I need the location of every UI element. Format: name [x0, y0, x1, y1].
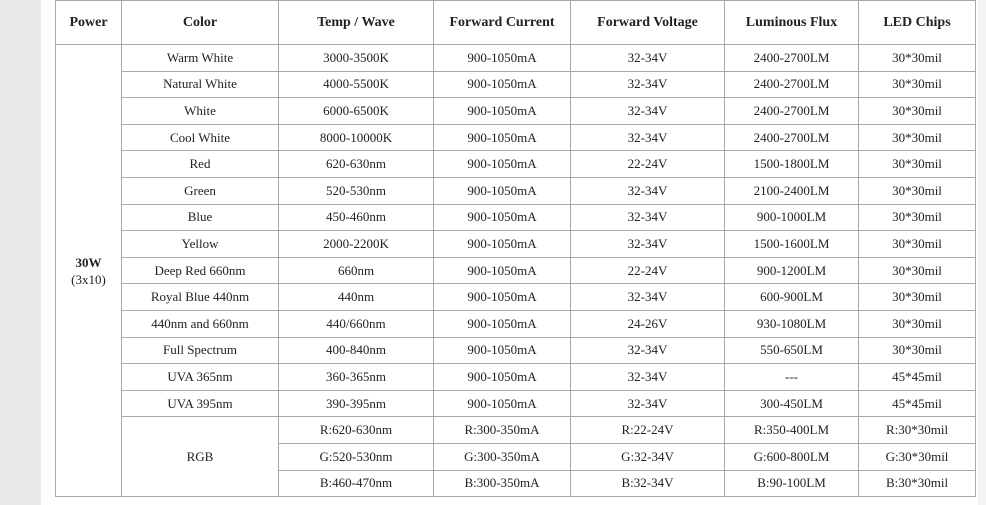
table-row [56, 98, 976, 125]
cell-flux: B:90-100LM [725, 470, 859, 497]
cell-temp: 520-530nm [279, 177, 434, 204]
cell-current: 900-1050mA [434, 177, 571, 204]
cell-color: Royal Blue 440nm [122, 284, 279, 311]
cell-current: 900-1050mA [434, 364, 571, 391]
cell-chips: R:30*30mil [859, 417, 976, 444]
cell-temp: 4000-5500K [279, 71, 434, 98]
cell-temp: 440nm [279, 284, 434, 311]
cell-chips: 30*30mil [859, 284, 976, 311]
cell-voltage: 32-34V [571, 204, 725, 231]
table-row [56, 124, 976, 151]
cell-current: 900-1050mA [434, 257, 571, 284]
cell-color: Cool White [122, 124, 279, 151]
cell-voltage: 32-34V [571, 364, 725, 391]
table-row [56, 177, 976, 204]
cell-chips: 30*30mil [859, 124, 976, 151]
cell-flux: --- [725, 364, 859, 391]
cell-chips: 45*45mil [859, 364, 976, 391]
power-cell [56, 45, 122, 497]
cell-color: Yellow [122, 231, 279, 258]
cell-current: 900-1050mA [434, 390, 571, 417]
cell-current: 900-1050mA [434, 98, 571, 125]
cell-temp: 6000-6500K [279, 98, 434, 125]
table-row [56, 71, 976, 98]
cell-flux: R:350-400LM [725, 417, 859, 444]
cell-flux: 900-1000LM [725, 204, 859, 231]
cell-voltage: G:32-34V [571, 443, 725, 470]
header-forward-voltage: Forward Voltage [571, 1, 725, 45]
table-row [56, 204, 976, 231]
cell-voltage: 32-34V [571, 337, 725, 364]
cell-current: 900-1050mA [434, 151, 571, 178]
cell-temp: 660nm [279, 257, 434, 284]
cell-voltage: 22-24V [571, 151, 725, 178]
cell-color: UVA 395nm [122, 390, 279, 417]
cell-color: White [122, 98, 279, 125]
cell-color: Warm White [122, 45, 279, 72]
cell-flux: 1500-1800LM [725, 151, 859, 178]
cell-voltage: R:22-24V [571, 417, 725, 444]
cell-color: Green [122, 177, 279, 204]
cell-color: 440nm and 660nm [122, 310, 279, 337]
cell-chips: G:30*30mil [859, 443, 976, 470]
cell-current: 900-1050mA [434, 204, 571, 231]
cell-color: Full Spectrum [122, 337, 279, 364]
cell-flux: 2400-2700LM [725, 71, 859, 98]
header-led-chips: LED Chips [859, 1, 976, 45]
cell-color: Natural White [122, 71, 279, 98]
cell-chips: 30*30mil [859, 257, 976, 284]
cell-color: UVA 365nm [122, 364, 279, 391]
cell-chips: 30*30mil [859, 204, 976, 231]
cell-chips: 30*30mil [859, 310, 976, 337]
left-background-strip [0, 0, 41, 505]
cell-chips: 45*45mil [859, 390, 976, 417]
table-row-rgb-red [56, 417, 976, 444]
cell-temp: G:520-530nm [279, 443, 434, 470]
table-row [56, 45, 976, 72]
cell-flux: 550-650LM [725, 337, 859, 364]
cell-temp: B:460-470nm [279, 470, 434, 497]
cell-temp: 440/660nm [279, 310, 434, 337]
cell-color: Red [122, 151, 279, 178]
cell-color: Blue [122, 204, 279, 231]
table-row [56, 257, 976, 284]
power-config: (3x10) [71, 271, 106, 287]
header-row [56, 1, 976, 45]
cell-current: G:300-350mA [434, 443, 571, 470]
header-power: Power [56, 1, 122, 45]
header-forward-current: Forward Current [434, 1, 571, 45]
cell-flux: 2400-2700LM [725, 98, 859, 125]
table-row [56, 390, 976, 417]
cell-flux: 930-1080LM [725, 310, 859, 337]
cell-flux: 300-450LM [725, 390, 859, 417]
cell-chips: 30*30mil [859, 337, 976, 364]
table-row [56, 364, 976, 391]
cell-current: R:300-350mA [434, 417, 571, 444]
cell-chips: 30*30mil [859, 45, 976, 72]
cell-temp: 360-365nm [279, 364, 434, 391]
table-row [56, 284, 976, 311]
cell-current: 900-1050mA [434, 284, 571, 311]
header-color: Color [122, 1, 279, 45]
led-spec-table [55, 0, 976, 497]
cell-voltage: 32-34V [571, 284, 725, 311]
cell-chips: 30*30mil [859, 177, 976, 204]
cell-current: 900-1050mA [434, 337, 571, 364]
right-background-strip [978, 0, 986, 505]
cell-voltage: 32-34V [571, 45, 725, 72]
cell-temp: 620-630nm [279, 151, 434, 178]
table-row [56, 337, 976, 364]
cell-voltage: 24-26V [571, 310, 725, 337]
cell-flux: 2400-2700LM [725, 45, 859, 72]
cell-temp: 390-395nm [279, 390, 434, 417]
cell-chips: 30*30mil [859, 71, 976, 98]
table-row [56, 310, 976, 337]
cell-current: 900-1050mA [434, 71, 571, 98]
cell-flux: 2400-2700LM [725, 124, 859, 151]
cell-color-rgb: RGB [122, 417, 279, 497]
cell-flux: G:600-800LM [725, 443, 859, 470]
cell-voltage: 32-34V [571, 177, 725, 204]
cell-chips: B:30*30mil [859, 470, 976, 497]
cell-temp: R:620-630nm [279, 417, 434, 444]
table-row [56, 151, 976, 178]
cell-temp: 400-840nm [279, 337, 434, 364]
cell-current: 900-1050mA [434, 310, 571, 337]
power-value: 30W [75, 254, 102, 270]
cell-color: Deep Red 660nm [122, 257, 279, 284]
cell-current: 900-1050mA [434, 45, 571, 72]
cell-flux: 900-1200LM [725, 257, 859, 284]
table-row [56, 231, 976, 258]
cell-voltage: 32-34V [571, 231, 725, 258]
cell-chips: 30*30mil [859, 98, 976, 125]
cell-chips: 30*30mil [859, 151, 976, 178]
cell-voltage: 22-24V [571, 257, 725, 284]
cell-voltage: 32-34V [571, 71, 725, 98]
cell-current: 900-1050mA [434, 231, 571, 258]
cell-temp: 8000-10000K [279, 124, 434, 151]
cell-temp: 450-460nm [279, 204, 434, 231]
cell-flux: 2100-2400LM [725, 177, 859, 204]
cell-temp: 2000-2200K [279, 231, 434, 258]
cell-flux: 1500-1600LM [725, 231, 859, 258]
cell-voltage: 32-34V [571, 390, 725, 417]
header-temp-wave: Temp / Wave [279, 1, 434, 45]
header-luminous-flux: Luminous Flux [725, 1, 859, 45]
cell-flux: 600-900LM [725, 284, 859, 311]
cell-current: B:300-350mA [434, 470, 571, 497]
cell-chips: 30*30mil [859, 231, 976, 258]
cell-voltage: 32-34V [571, 98, 725, 125]
cell-temp: 3000-3500K [279, 45, 434, 72]
cell-voltage: B:32-34V [571, 470, 725, 497]
cell-voltage: 32-34V [571, 124, 725, 151]
cell-current: 900-1050mA [434, 124, 571, 151]
